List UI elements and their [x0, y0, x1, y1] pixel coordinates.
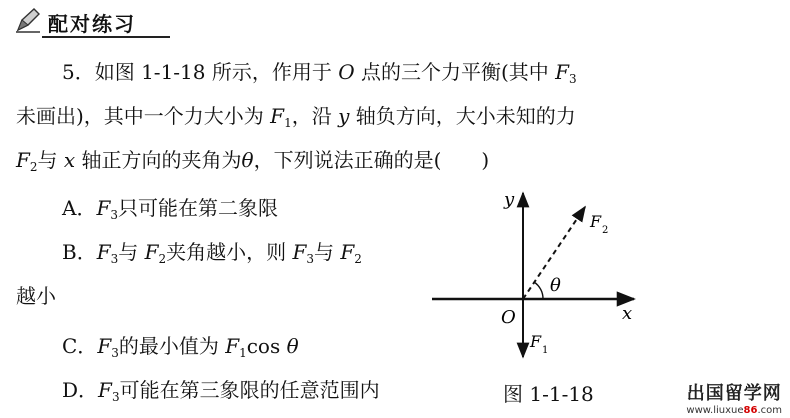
- question-line-3: $F_2$与 x 轴正方向的夹角为θ，下列说法正确的是( ): [16, 148, 490, 174]
- y-axis-label: y: [504, 189, 515, 210]
- question-line-2: 未画出)，其中一个力大小为 $F_1$，沿 y 轴负方向，大小未知的力: [16, 104, 576, 130]
- option-a[interactable]: A．$F_3$只可能在第二象限: [62, 196, 278, 222]
- option-d[interactable]: D．$F_3$可能在第三象限的任意范围内: [62, 378, 380, 404]
- option-b-continuation: 越小: [16, 284, 56, 308]
- x-axis-label: x: [622, 303, 633, 324]
- theta-label: θ: [550, 275, 561, 296]
- f1-label-sub: 1: [542, 345, 549, 356]
- pencil-icon: [14, 6, 42, 34]
- force-diagram: [430, 185, 640, 370]
- f2-label-sub: 2: [602, 225, 609, 236]
- f2-label: F: [590, 212, 602, 231]
- section-header: [14, 4, 184, 38]
- watermark-title: 出国留学网: [686, 383, 782, 404]
- theta-arc: [534, 282, 543, 299]
- origin-label: O: [501, 307, 516, 328]
- header-underline: [42, 36, 170, 38]
- option-b[interactable]: B．$F_3$与 $F_2$夹角越小，则 $F_3$与 $F_2$: [62, 240, 362, 266]
- option-c[interactable]: C．$F_3$的最小值为 $F_1\cos$ θ: [62, 334, 299, 360]
- watermark-logo: [686, 379, 782, 416]
- figure-caption: 图 1-1-18: [503, 382, 594, 406]
- section-title: 配对练习: [48, 12, 136, 36]
- question-line-1: 5．如图 1-1-18 所示，作用于 O 点的三个力平衡(其中 $F_3$: [62, 60, 577, 86]
- f1-label: F: [530, 332, 542, 351]
- watermark-url: www.liuxue86.com: [686, 405, 782, 416]
